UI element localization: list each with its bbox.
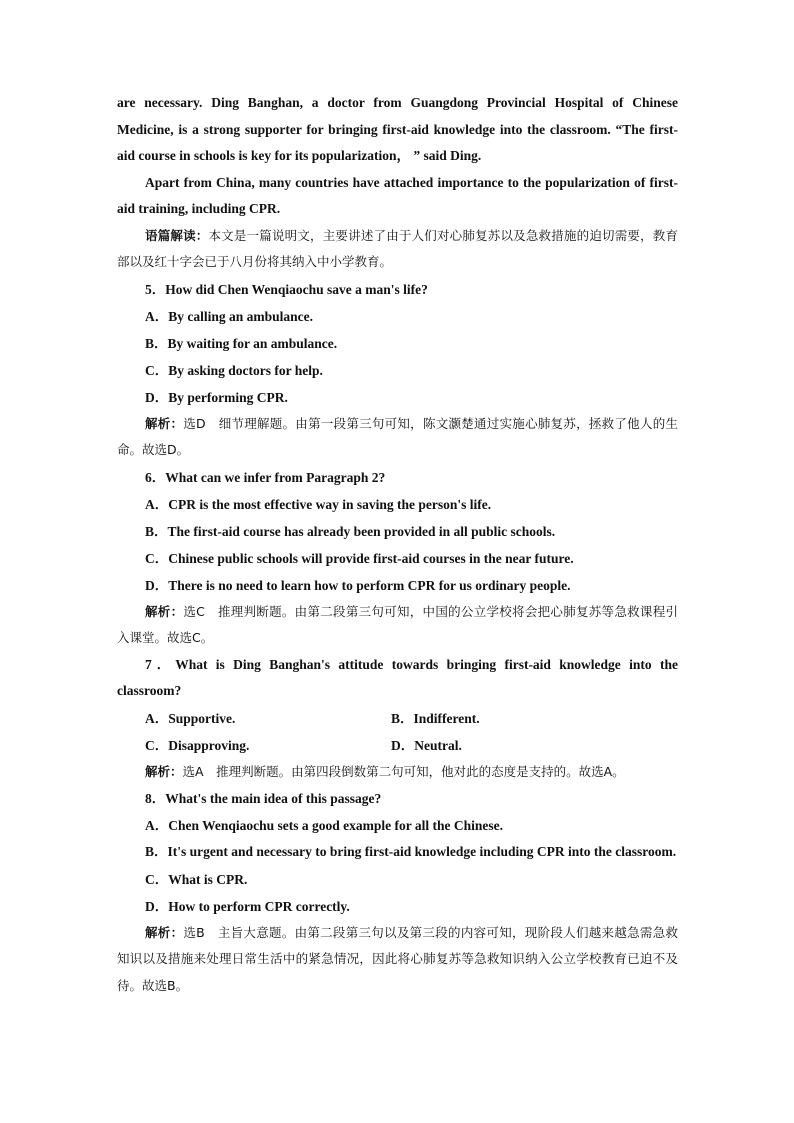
question-5-option-d: D．By performing CPR. bbox=[145, 389, 288, 405]
question-8-option-a: A．Chen Wenqiaochu sets a good example for all the Chinese. bbox=[145, 818, 504, 833]
question-7-stem: 7．What is Ding Banghan's attitude towards bringing first-aid knowledge into the classroom? bbox=[117, 656, 678, 698]
question-7-options-row-1 bbox=[117, 705, 678, 732]
answer-text: 选D 细节理解题。由第一段第三句可知，陈文灏楚通过实施心肺复苏，拯救了他人的生命。故选D。 bbox=[117, 415, 678, 457]
question-8-option-c: C．What is CPR. bbox=[145, 871, 248, 887]
question-5-option-a: A．By calling an ambulance. bbox=[145, 308, 314, 324]
answer-label: 解析： bbox=[145, 924, 184, 940]
question-6-option-b: B．The first-aid course has already been provided in all public schools. bbox=[145, 523, 556, 539]
question-5-option-b: B．By waiting for an ambulance. bbox=[145, 335, 338, 351]
question-7-option-c: C．Disapproving. bbox=[145, 737, 250, 753]
question-8-stem: 8．What's the main idea of this passage? bbox=[145, 791, 382, 806]
document-page bbox=[117, 90, 678, 999]
passage-paragraph-2: Apart from China, many countries have attached importance to the popularization of first-aid training, including CPR. bbox=[117, 174, 678, 216]
question-6-answer bbox=[117, 599, 678, 652]
answer-label: 解析： bbox=[145, 763, 183, 779]
question-7-answer bbox=[117, 759, 678, 786]
answer-text: 选A 推理判断题。由第四段倒数第二句可知，他对此的态度是支持的。故选A。 bbox=[182, 763, 625, 779]
question-5-option-c: C．By asking doctors for help. bbox=[145, 362, 323, 378]
analysis-text: 本文是一篇说明文，主要讲述了由于人们对心肺复苏以及急救措施的迫切需要，教育部以及红十字会已于八月份将其纳入中小学教育。 bbox=[117, 227, 678, 269]
question-7-option-b: B．Indifferent. bbox=[391, 710, 480, 726]
analysis-label: 语篇解读： bbox=[145, 227, 209, 243]
question-5-answer bbox=[117, 411, 678, 464]
passage-analysis bbox=[117, 223, 678, 276]
answer-label: 解析： bbox=[145, 415, 184, 431]
question-8-option-b: B．It's urgent and necessary to bring first-aid knowledge including CPR into the classroom. bbox=[145, 844, 677, 859]
question-5-stem: 5．How did Chen Wenqiaochu save a man's life? bbox=[145, 281, 428, 297]
question-8-option-d: D．How to perform CPR correctly. bbox=[145, 898, 350, 914]
question-7-option-a: A．Supportive. bbox=[145, 710, 236, 726]
answer-label: 解析： bbox=[145, 603, 184, 619]
question-6-option-d: D．There is no need to learn how to perform CPR for us ordinary people. bbox=[145, 577, 571, 593]
answer-text: 选B 主旨大意题。由第二段第三句以及第三段的内容可知，现阶段人们越来越急需急救知识以及措施来处理日常生活中的紧急情况，因此将心肺复苏等急救知识纳入公立学校教育已迫不及待。故选B。 bbox=[117, 924, 678, 993]
question-7-option-d: D．Neutral. bbox=[391, 737, 462, 753]
passage-paragraph-1: are necessary. Ding Banghan, a doctor from Guangdong Provincial Hospital of Chinese Medicine, is a strong supporter for bringing first-aid knowledge into the classroom. “The first-aid course in schools is key for its popularization， ” said Ding. bbox=[117, 95, 678, 163]
question-6-option-a: A．CPR is the most effective way in saving the person's life. bbox=[145, 496, 492, 512]
question-8-answer bbox=[117, 920, 678, 1000]
answer-text: 选C 推理判断题。由第二段第三句可知，中国的公立学校将会把心肺复苏等急救课程引入课堂。故选C。 bbox=[117, 603, 678, 645]
question-6-option-c: C．Chinese public schools will provide first-aid courses in the near future. bbox=[145, 550, 574, 566]
question-6-stem: 6．What can we infer from Paragraph 2? bbox=[145, 469, 386, 485]
question-7-options-row-2 bbox=[117, 732, 678, 759]
